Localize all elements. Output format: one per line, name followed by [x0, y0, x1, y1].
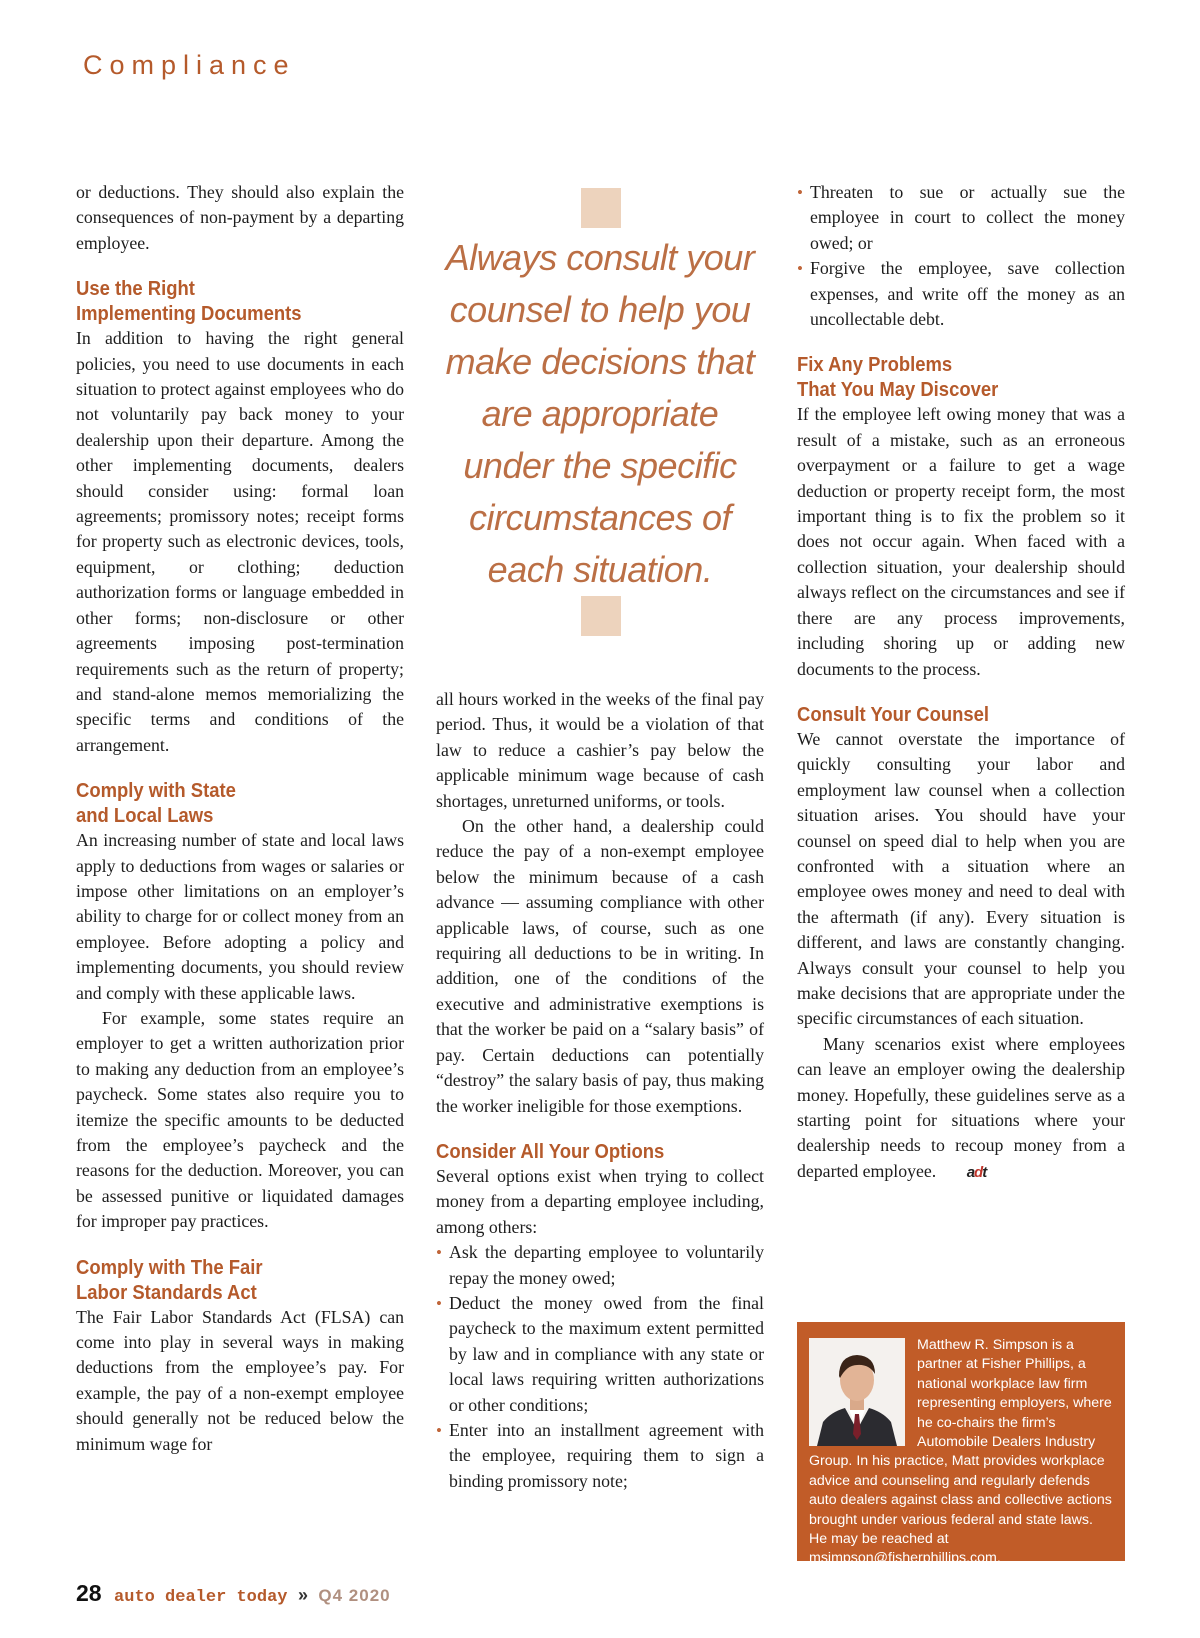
paragraph: The Fair Labor Standards Act (FLSA) can come into play in several ways in making deductions from the employee’s pay. For example, the pay of a non-exempt employee should generally not be reduced below the minimum wage for	[76, 1306, 404, 1454]
subhead-consult-counsel: Consult Your Counsel	[797, 702, 990, 726]
list-item: • Deduct the money owed from the final paycheck to the maximum extent permitted by law and in compliance with any state or local laws requiring written authorizations or other conditions;	[436, 1292, 764, 1415]
column-middle	[436, 687, 764, 1494]
subhead-flsa: Comply with The Fair Labor Standards Act	[76, 1255, 263, 1304]
chevron-right-icon: »	[297, 1585, 308, 1605]
page-footer	[76, 1580, 391, 1607]
paragraph: If the employee left owing money that was a result of a mistake, such as an erroneous overpayment or a failure to get a wage deduction or property receipt form, the most important thing is to fix the problem so it does not occur again. When faced with a collection situation, your dealership should always reflect on the circumstances and see if there are any process improvements, including shoring up or adding new documents to the process.	[797, 404, 1125, 679]
paragraph: For example, some states require an employer to get a written authorization prior to making any deduction from an employee’s paycheck. Some states also require you to itemize the specific amounts to be deducted from the employee’s paycheck and the reasons for the deduction. Moreover, you can be assessed punitive or liquidated damages for improper pay practices.	[76, 1007, 404, 1232]
pull-quote	[436, 188, 764, 648]
magazine-name: auto dealer today	[114, 1588, 288, 1607]
bullet-icon: •	[436, 1420, 442, 1440]
subhead-implementing-documents: Use the Right Implementing Documents	[76, 277, 302, 326]
author-photo	[809, 1338, 905, 1446]
square-ornament-bottom	[581, 596, 621, 636]
subhead-options: Consider All Your Options	[436, 1139, 665, 1163]
paragraph: Several options exist when trying to collect money from a departing employee including, among others:	[436, 1165, 764, 1237]
end-mark-logo: adt	[966, 1163, 987, 1181]
paragraph: An increasing number of state and local laws apply to deductions from wages or salaries or impose other limitations on an employer’s ability to charge for or collect money from an employee. Before adopting a policy and implementing documents, you should review and comply with these applicable laws.	[76, 830, 404, 1003]
section-label: Compliance	[83, 50, 296, 80]
bullet-icon: •	[436, 1293, 442, 1313]
author-bio-text: Matthew R. Simpson is a partner at Fisher Phillips, a national workplace law firm representing employers, where he co-chairs the firm’s Automobile Dealers Industry Group. In his practice, Matt provides workplace advice and counseling and regularly defends auto dealers against class and collective actions brought under various federal and state laws. He may be reached at msimpson@fisherphillips.com.	[809, 1337, 1112, 1567]
subhead-state-local-laws: Comply with State and Local Laws	[76, 779, 236, 828]
list-item: • Ask the departing employee to voluntarily repay the money owed;	[436, 1242, 764, 1288]
bullet-icon: •	[436, 1243, 442, 1263]
list-item: • Enter into an installment agreement with the employee, requiring them to sign a binding promissory note;	[436, 1419, 764, 1491]
list-item: • Forgive the employee, save collection expenses, and write off the money as an uncollectable debt.	[797, 258, 1125, 330]
author-portrait-icon	[809, 1338, 905, 1446]
list-item: • Threaten to sue or actually sue the employee in court to collect the money owed; or	[797, 182, 1125, 253]
paragraph: In addition to having the right general policies, you need to use documents in each situation to protect against employees who do not voluntarily pay back money to your dealership upon their departure. Among the other implementing documents, dealers should consider using: formal loan agreements; promissory notes; receipt forms for property such as electronic devices, tools, equipment, or clothing; deduction authorization forms or language embedded in other forms; non-disclosure or other agreements imposing post-termination requirements such as the return of property; and stand-alone memos memorializing the specific terms and conditions of the arrangement.	[76, 328, 404, 755]
bullet-icon: •	[797, 259, 803, 279]
options-list	[436, 1240, 764, 1494]
paragraph: all hours worked in the weeks of the final pay period. Thus, it would be a violation of that law to reduce a cashier’s pay below the applicable minimum wage because of cash shortages, unreturned uniforms, or tools.	[436, 689, 764, 811]
options-list-continued	[797, 180, 1125, 332]
paragraph: or deductions. They should also explain the consequences of non-payment by a departing employee.	[76, 182, 404, 253]
page-number: 28	[76, 1580, 102, 1606]
bullet-icon: •	[797, 183, 803, 202]
column-right	[797, 180, 1125, 1185]
column-left	[76, 180, 404, 1457]
paragraph: We cannot overstate the importance of quickly consulting your labor and employment law counsel when a collection situation arises. You should have your counsel on speed dial to help when you are confronted with a situation where an employee owes money and need to deal with the aftermath (if any). Every situation is different, and laws are constantly changing. Always consult your counsel to help you make decisions that are appropriate under the specific circumstances of each situation.	[797, 728, 1125, 1029]
issue-label: Q4 2020	[318, 1586, 391, 1605]
subhead-fix-problems: Fix Any Problems That You May Discover	[797, 353, 999, 402]
paragraph: Many scenarios exist where employees can leave an employer owing the dealership money. Hopefully, these guidelines serve as a starting point for situations where your dealership needs to recoup money from a departed employee. adt	[797, 1032, 1125, 1185]
paragraph: On the other hand, a dealership could reduce the pay of a non-exempt employee below the minimum because of a cash advance — assuming compliance with other applicable laws, of course, such as one requiring all deductions to be in writing. In addition, one of the conditions of the executive and administrative exemptions is that the worker be paid on a “salary basis” of pay. Certain deductions can potentially “destroy” the salary basis of pay, thus making the worker ineligible for those exemptions.	[436, 816, 764, 1116]
pull-quote-text: Always consult your counsel to help you make decisions that are appropriate under the specific circumstances of each situation.	[445, 237, 755, 590]
author-bio-box	[797, 1322, 1125, 1567]
square-ornament-top	[581, 188, 621, 228]
